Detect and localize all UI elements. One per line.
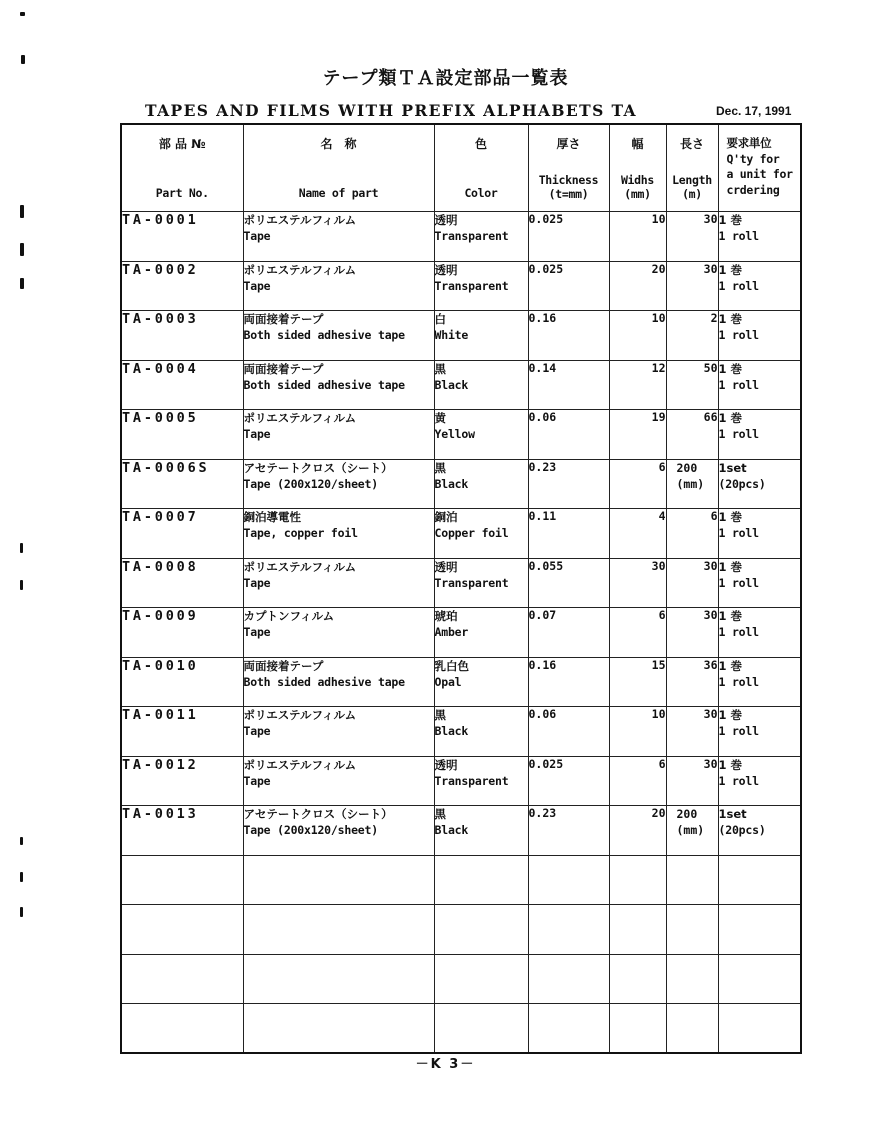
quantity-line-1: 1 巻: [718, 411, 743, 425]
empty-row: [121, 1004, 801, 1054]
thickness-cell: 0.055: [528, 558, 609, 608]
part-number-cell: TA-0007: [121, 509, 243, 559]
width-cell: 12: [609, 360, 666, 410]
quantity-cell: [718, 806, 801, 856]
color-cell: [434, 707, 528, 757]
quantity-line-2: 1 roll: [718, 724, 759, 738]
length-value: 30: [703, 558, 718, 573]
scan-mark: [20, 243, 24, 256]
thickness-cell: 0.16: [528, 657, 609, 707]
length-cell: [666, 311, 718, 361]
empty-cell: [434, 1004, 528, 1054]
header-width: [609, 124, 666, 212]
empty-cell: [528, 1004, 609, 1054]
color-en: Amber: [434, 625, 469, 639]
quantity-cell: [718, 459, 801, 509]
scan-mark: [20, 837, 23, 845]
quantity-line-2: 1 roll: [718, 229, 759, 243]
color-cell: [434, 657, 528, 707]
quantity-line-2: 1 roll: [718, 427, 759, 441]
color-jp: 黄: [434, 411, 446, 425]
part-name-en: Tape: [243, 427, 271, 441]
part-name-en: Both sided adhesive tape: [243, 674, 405, 689]
empty-cell: [121, 905, 243, 955]
header-width-jp: 幅: [631, 137, 644, 151]
header-quantity-en-1: Q'ty for: [726, 151, 780, 166]
header-thickness-en-1: Thickness: [538, 173, 599, 187]
table-row: [121, 509, 801, 559]
quantity-cell: [718, 558, 801, 608]
part-name-en: Both sided adhesive tape: [243, 377, 405, 392]
color-cell: [434, 558, 528, 608]
part-name-cell: [243, 360, 434, 410]
color-en: Transparent: [434, 229, 509, 243]
part-name-cell: [243, 558, 434, 608]
part-number-cell: TA-0005: [121, 410, 243, 460]
color-en: Yellow: [434, 427, 475, 441]
quantity-cell: [718, 657, 801, 707]
length-value: 200: [676, 807, 698, 821]
quantity-line-1: 1 巻: [718, 213, 743, 227]
color-jp: 透明: [434, 213, 458, 227]
part-name-jp: ポリエステルフィルム: [243, 213, 357, 227]
color-en: White: [434, 328, 469, 342]
header-name-en: Name of part: [298, 186, 379, 200]
color-en: Transparent: [434, 773, 509, 788]
length-cell: [666, 608, 718, 658]
header-width-en: [610, 173, 666, 201]
empty-cell: [434, 855, 528, 905]
quantity-line-1: 1 巻: [718, 609, 743, 623]
header-part-no-en: Part No.: [155, 186, 209, 200]
part-number-cell: TA-0008: [121, 558, 243, 608]
header-color-en: Color: [464, 186, 498, 200]
part-number-cell: TA-0009: [121, 608, 243, 658]
table-row: [121, 707, 801, 757]
color-jp: 黒: [434, 708, 446, 722]
empty-cell: [609, 905, 666, 955]
color-jp: 透明: [434, 262, 458, 277]
table-row: [121, 608, 801, 658]
scan-mark: [20, 12, 25, 16]
table-row: [121, 558, 801, 608]
color-cell: [434, 261, 528, 311]
quantity-line-1: 1 巻: [718, 708, 743, 722]
empty-cell: [609, 1004, 666, 1054]
part-name-en: Tape: [243, 575, 271, 590]
empty-cell: [718, 855, 801, 905]
thickness-cell: 0.11: [528, 509, 609, 559]
table-row: [121, 360, 801, 410]
color-en: Transparent: [434, 575, 509, 590]
part-name-en: Tape (200x120/sheet): [243, 823, 378, 837]
part-name-en: Tape: [243, 278, 271, 293]
length-value: 200: [676, 460, 698, 475]
color-en: Black: [434, 476, 469, 491]
quantity-cell: [718, 212, 801, 262]
quantity-line-1: 1 巻: [718, 510, 743, 524]
part-name-jp: ポリエステルフィルム: [243, 411, 357, 425]
quantity-cell: [718, 311, 801, 361]
color-en: Black: [434, 377, 469, 392]
part-name-jp: ポリエステルフィルム: [243, 708, 357, 722]
part-name-jp: 両面接着テープ: [243, 658, 324, 673]
thickness-cell: 0.06: [528, 410, 609, 460]
width-cell: 20: [609, 806, 666, 856]
color-cell: [434, 212, 528, 262]
width-cell: 10: [609, 212, 666, 262]
table-row: [121, 756, 801, 806]
part-name-cell: [243, 756, 434, 806]
header-length-en-2: (m): [682, 187, 702, 201]
length-value: 2: [710, 311, 718, 325]
length-value: 30: [703, 707, 718, 721]
width-cell: 10: [609, 707, 666, 757]
length-unit: (mm): [676, 823, 705, 837]
empty-cell: [666, 905, 718, 955]
quantity-line-2: 1 roll: [718, 575, 759, 590]
part-name-jp: ポリエステルフィルム: [243, 262, 357, 277]
quantity-line-2: 1 roll: [718, 625, 759, 639]
part-number-cell: TA-0012: [121, 756, 243, 806]
part-name-jp: ポリエステルフィルム: [243, 559, 357, 574]
quantity-cell: [718, 608, 801, 658]
empty-cell: [528, 905, 609, 955]
length-cell: [666, 261, 718, 311]
quantity-line-1: 1set: [718, 807, 747, 821]
empty-cell: [666, 1004, 718, 1054]
table-row: [121, 806, 801, 856]
length-value: 6: [710, 509, 718, 523]
color-jp: 銅泊: [434, 510, 458, 524]
length-value: 30: [703, 261, 718, 276]
quantity-line-1: 1 巻: [718, 757, 743, 772]
width-cell: 15: [609, 657, 666, 707]
length-cell: [666, 558, 718, 608]
quantity-line-2: (20pcs): [718, 823, 766, 837]
length-cell: [666, 360, 718, 410]
quantity-cell: [718, 410, 801, 460]
header-quantity-text: [727, 136, 793, 198]
part-number-cell: TA-0010: [121, 657, 243, 707]
length-value: 30: [703, 756, 718, 771]
quantity-line-2: (20pcs): [718, 476, 766, 491]
empty-cell: [609, 954, 666, 1004]
length-cell: [666, 657, 718, 707]
header-thickness-en-2: (t=mm): [548, 187, 589, 201]
width-cell: 30: [609, 558, 666, 608]
quantity-line-1: 1 巻: [718, 361, 743, 376]
length-cell: [666, 410, 718, 460]
part-name-cell: [243, 509, 434, 559]
thickness-cell: 0.025: [528, 212, 609, 262]
header-quantity: [718, 124, 801, 212]
empty-cell: [121, 855, 243, 905]
part-name-cell: [243, 311, 434, 361]
part-name-cell: [243, 212, 434, 262]
scan-mark: [20, 278, 24, 289]
header-thickness-jp: 厚さ: [556, 137, 581, 151]
quantity-line-2: 1 roll: [718, 674, 759, 689]
empty-cell: [666, 855, 718, 905]
table-row: [121, 212, 801, 262]
part-name-cell: [243, 806, 434, 856]
part-number-cell: TA-0011: [121, 707, 243, 757]
part-number-cell: TA-0004: [121, 360, 243, 410]
header-width-en-2: (mm): [624, 187, 651, 201]
part-name-cell: [243, 261, 434, 311]
width-cell: 20: [609, 261, 666, 311]
empty-cell: [434, 905, 528, 955]
color-jp: 黒: [434, 460, 446, 475]
quantity-cell: [718, 756, 801, 806]
page-title-english: TAPES AND FILMS WITH PREFIX ALPHABETS TA: [145, 101, 637, 120]
color-cell: [434, 509, 528, 559]
table-row: [121, 459, 801, 509]
part-name-en: Tape, copper foil: [243, 526, 358, 540]
table-header-row: [121, 124, 801, 212]
header-thickness: [528, 124, 609, 212]
part-name-cell: [243, 608, 434, 658]
part-number-cell: TA-0001: [121, 212, 243, 262]
color-jp: 透明: [434, 559, 458, 574]
width-cell: 6: [609, 459, 666, 509]
header-width-en-1: Widhs: [620, 173, 655, 187]
part-number-cell: TA-0002: [121, 261, 243, 311]
quantity-cell: [718, 509, 801, 559]
quantity-line-1: 1 巻: [718, 262, 743, 277]
part-name-jp: 両面接着テープ: [243, 361, 324, 376]
thickness-cell: 0.06: [528, 707, 609, 757]
quantity-line-1: 1 巻: [718, 658, 743, 673]
table-body: [121, 212, 801, 1054]
part-name-cell: [243, 707, 434, 757]
color-jp: 黒: [434, 361, 446, 376]
empty-cell: [243, 905, 434, 955]
empty-cell: [243, 855, 434, 905]
part-name-jp: 銅泊導電性: [243, 510, 301, 524]
quantity-cell: [718, 360, 801, 410]
empty-cell: [666, 954, 718, 1004]
part-name-jp: カプトンフィルム: [243, 609, 335, 623]
width-cell: 19: [609, 410, 666, 460]
length-value: 30: [703, 608, 718, 622]
color-en: Transparent: [434, 278, 509, 293]
header-quantity-jp: 要求単位: [726, 136, 772, 150]
width-cell: 6: [609, 756, 666, 806]
table-row: [121, 410, 801, 460]
color-cell: [434, 459, 528, 509]
page-number: －K 3－: [415, 1057, 476, 1072]
empty-row: [121, 905, 801, 955]
part-name-en: Tape: [243, 724, 271, 738]
empty-cell: [121, 954, 243, 1004]
thickness-cell: 0.14: [528, 360, 609, 410]
part-name-jp: ポリエステルフィルム: [243, 757, 357, 772]
part-name-en: Both sided adhesive tape: [243, 328, 405, 342]
empty-cell: [243, 1004, 434, 1054]
width-cell: 10: [609, 311, 666, 361]
part-name-jp: 両面接着テープ: [243, 312, 324, 326]
length-cell: [666, 509, 718, 559]
header-length: [666, 124, 718, 212]
length-unit: (mm): [676, 476, 705, 491]
length-cell: [666, 212, 718, 262]
part-name-en: Tape: [243, 625, 271, 639]
quantity-line-1: 1set: [718, 460, 747, 475]
header-length-en-1: Length: [672, 173, 712, 187]
color-jp: 透明: [434, 757, 458, 772]
quantity-line-1: 1 巻: [718, 312, 743, 326]
color-jp: 琥珀: [434, 609, 458, 623]
length-cell: [666, 756, 718, 806]
quantity-line-2: 1 roll: [718, 328, 759, 342]
width-cell: 4: [609, 509, 666, 559]
color-en: Copper foil: [434, 526, 509, 540]
color-cell: [434, 311, 528, 361]
color-cell: [434, 806, 528, 856]
header-length-jp: 長さ: [679, 137, 704, 151]
parts-table: [120, 123, 802, 1054]
header-color: [434, 124, 528, 212]
part-name-cell: [243, 410, 434, 460]
header-name-jp: 名 称: [320, 137, 357, 151]
empty-cell: [528, 954, 609, 1004]
width-cell: 6: [609, 608, 666, 658]
color-jp: 乳白色: [434, 658, 469, 673]
empty-cell: [434, 954, 528, 1004]
thickness-cell: 0.23: [528, 459, 609, 509]
header-color-jp: 色: [474, 137, 487, 151]
color-jp: 黒: [434, 807, 446, 821]
thickness-cell: 0.23: [528, 806, 609, 856]
empty-cell: [718, 905, 801, 955]
color-cell: [434, 360, 528, 410]
part-number-cell: TA-0003: [121, 311, 243, 361]
scan-mark: [20, 580, 23, 590]
thickness-cell: 0.025: [528, 756, 609, 806]
header-thickness-en: [529, 173, 609, 201]
part-number-cell: TA-0006S: [121, 459, 243, 509]
color-en: Opal: [434, 674, 462, 689]
quantity-cell: [718, 707, 801, 757]
part-name-en: Tape (200x120/sheet): [243, 476, 378, 491]
length-value: 30: [703, 212, 718, 226]
empty-cell: [121, 1004, 243, 1054]
thickness-cell: 0.07: [528, 608, 609, 658]
thickness-cell: 0.025: [528, 261, 609, 311]
part-name-en: Tape: [243, 773, 271, 788]
document-date: Dec. 17, 1991: [716, 104, 792, 118]
table-row: [121, 311, 801, 361]
color-jp: 白: [434, 312, 446, 326]
table-row: [121, 657, 801, 707]
part-name-en: Tape: [243, 229, 271, 243]
length-cell: [666, 806, 718, 856]
scan-mark: [20, 907, 23, 917]
length-cell: [666, 707, 718, 757]
empty-cell: [528, 855, 609, 905]
quantity-line-2: 1 roll: [718, 773, 759, 788]
page-title-japanese: テープ類ＴＡ設定部品一覧表: [322, 68, 569, 89]
part-name-jp: アセテートクロス（シート）: [243, 807, 393, 821]
table-row: [121, 261, 801, 311]
part-name-cell: [243, 657, 434, 707]
color-en: Black: [434, 724, 469, 738]
quantity-line-2: 1 roll: [718, 377, 759, 392]
part-name-cell: [243, 459, 434, 509]
empty-cell: [609, 855, 666, 905]
scan-mark: [21, 55, 25, 64]
quantity-line-1: 1 巻: [718, 559, 743, 574]
scan-mark: [20, 872, 23, 882]
header-quantity-en-3: crdering: [726, 182, 780, 197]
header-part-no-jp: 部 品 №: [158, 137, 206, 151]
scan-mark: [20, 205, 24, 218]
header-length-en: [667, 173, 718, 201]
header-name: [243, 124, 434, 212]
empty-cell: [718, 1004, 801, 1054]
empty-cell: [718, 954, 801, 1004]
empty-cell: [243, 954, 434, 1004]
scan-mark: [20, 543, 23, 553]
quantity-line-2: 1 roll: [718, 278, 759, 293]
empty-row: [121, 954, 801, 1004]
length-value: 36: [703, 657, 718, 672]
quantity-line-2: 1 roll: [718, 526, 759, 540]
length-cell: [666, 459, 718, 509]
quantity-cell: [718, 261, 801, 311]
header-quantity-en-2: a unit for: [726, 167, 793, 181]
part-number-cell: TA-0013: [121, 806, 243, 856]
header-part-no: [121, 124, 243, 212]
thickness-cell: 0.16: [528, 311, 609, 361]
part-name-jp: アセテートクロス（シート）: [243, 460, 393, 475]
color-cell: [434, 608, 528, 658]
empty-row: [121, 855, 801, 905]
color-cell: [434, 410, 528, 460]
length-value: 50: [703, 360, 718, 375]
color-cell: [434, 756, 528, 806]
length-value: 66: [703, 410, 718, 424]
color-en: Black: [434, 823, 469, 837]
